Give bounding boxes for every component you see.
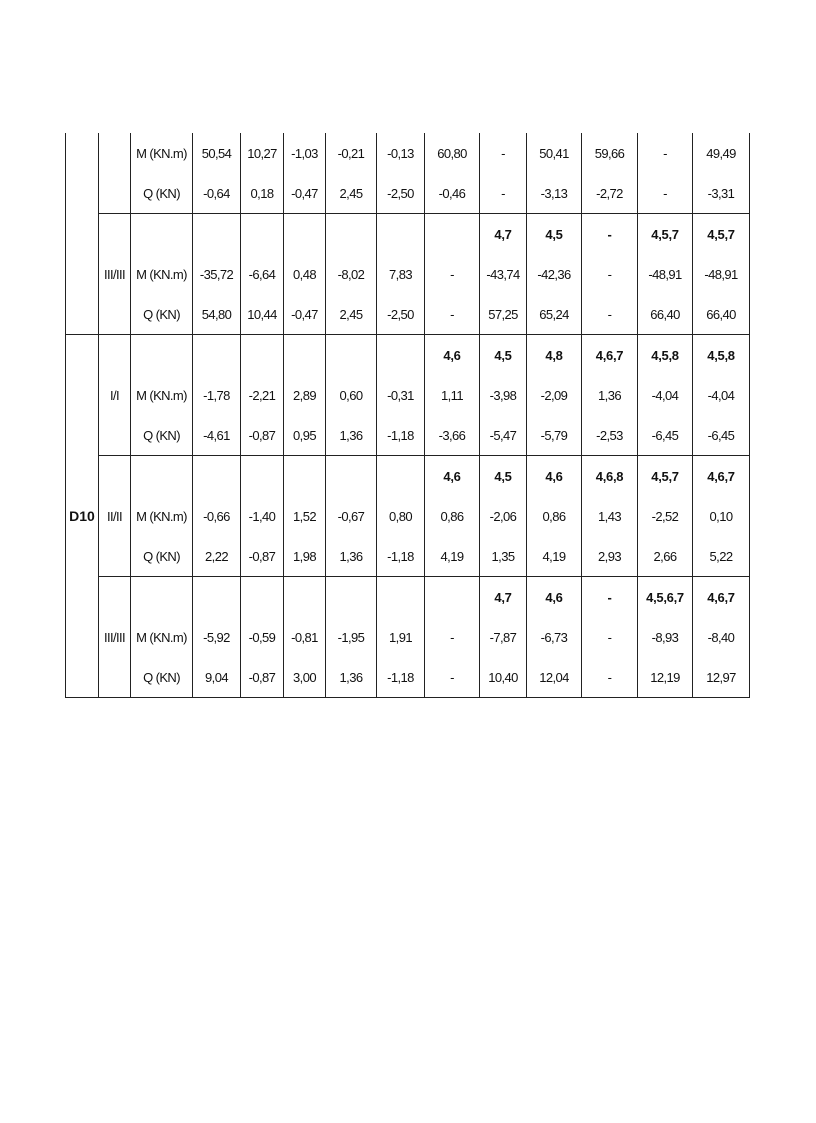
value-cell: -0,31 xyxy=(377,375,425,415)
value-cell: 12,04 xyxy=(527,657,582,698)
value-cell: 1,36 xyxy=(326,536,377,577)
value-cell: -0,87 xyxy=(241,415,284,456)
combination-cell xyxy=(241,577,284,618)
value-cell: 5,22 xyxy=(693,536,750,577)
combination-cell: 4,6,7 xyxy=(693,456,750,497)
combination-cell xyxy=(284,214,326,255)
value-cell: -8,93 xyxy=(638,617,693,657)
value-cell: - xyxy=(425,294,480,335)
value-cell: 0,48 xyxy=(284,254,326,294)
value-cell: -0,59 xyxy=(241,617,284,657)
force-type-cell: Q (KN) xyxy=(131,657,193,698)
force-type-cell: Q (KN) xyxy=(131,173,193,214)
value-cell: - xyxy=(425,617,480,657)
value-cell: -2,52 xyxy=(638,496,693,536)
value-cell: -6,73 xyxy=(527,617,582,657)
value-cell: -6,45 xyxy=(693,415,750,456)
combination-cell xyxy=(326,335,377,376)
value-cell: 10,44 xyxy=(241,294,284,335)
table-row xyxy=(66,657,750,698)
combination-cell: 4,6 xyxy=(425,335,480,376)
table-row xyxy=(66,254,750,294)
value-cell: -3,13 xyxy=(527,173,582,214)
value-cell: -0,46 xyxy=(425,173,480,214)
value-cell: 0,86 xyxy=(527,496,582,536)
value-cell: - xyxy=(425,657,480,698)
value-cell: -5,47 xyxy=(480,415,527,456)
force-type-cell: M (KN.m) xyxy=(131,133,193,173)
value-cell: -0,87 xyxy=(241,536,284,577)
value-cell: - xyxy=(480,133,527,173)
value-cell: - xyxy=(638,133,693,173)
value-cell: 0,86 xyxy=(425,496,480,536)
combination-row xyxy=(66,214,750,255)
combination-cell xyxy=(193,577,241,618)
value-cell: -8,02 xyxy=(326,254,377,294)
combination-cell xyxy=(425,214,480,255)
value-cell: 0,18 xyxy=(241,173,284,214)
combination-cell: 4,5,8 xyxy=(638,335,693,376)
value-cell: -2,72 xyxy=(582,173,638,214)
value-cell: 0,60 xyxy=(326,375,377,415)
value-cell: -0,47 xyxy=(284,173,326,214)
force-type-cell: M (KN.m) xyxy=(131,496,193,536)
value-cell: -1,18 xyxy=(377,415,425,456)
combination-cell xyxy=(193,214,241,255)
value-cell: 12,19 xyxy=(638,657,693,698)
value-cell: -3,66 xyxy=(425,415,480,456)
value-cell: -6,64 xyxy=(241,254,284,294)
combination-cell xyxy=(241,456,284,497)
value-cell: 2,93 xyxy=(582,536,638,577)
value-cell: 4,19 xyxy=(527,536,582,577)
combination-cell xyxy=(377,214,425,255)
value-cell: 1,36 xyxy=(326,415,377,456)
combination-cell: 4,5 xyxy=(480,456,527,497)
value-cell: 2,45 xyxy=(326,173,377,214)
table-row xyxy=(66,133,750,173)
combination-row xyxy=(66,456,750,497)
combination-cell: 4,6,8 xyxy=(582,456,638,497)
value-cell: -4,04 xyxy=(638,375,693,415)
value-cell: -7,87 xyxy=(480,617,527,657)
section-label xyxy=(99,133,131,214)
value-cell: 50,41 xyxy=(527,133,582,173)
combination-cell xyxy=(425,577,480,618)
table-row xyxy=(66,617,750,657)
value-cell: 10,27 xyxy=(241,133,284,173)
value-cell: -3,31 xyxy=(693,173,750,214)
combination-cell: 4,6 xyxy=(425,456,480,497)
element-label: D10 xyxy=(66,335,99,698)
value-cell: 10,40 xyxy=(480,657,527,698)
value-cell: 65,24 xyxy=(527,294,582,335)
value-cell: -35,72 xyxy=(193,254,241,294)
force-type-cell xyxy=(131,456,193,497)
value-cell: -1,18 xyxy=(377,657,425,698)
value-cell: 0,10 xyxy=(693,496,750,536)
value-cell: 2,22 xyxy=(193,536,241,577)
value-cell: -0,87 xyxy=(241,657,284,698)
value-cell: - xyxy=(582,294,638,335)
combination-cell: 4,5,7 xyxy=(638,214,693,255)
value-cell: 12,97 xyxy=(693,657,750,698)
value-cell: - xyxy=(582,617,638,657)
value-cell: - xyxy=(638,173,693,214)
value-cell: 4,19 xyxy=(425,536,480,577)
value-cell: -1,40 xyxy=(241,496,284,536)
combination-cell: - xyxy=(582,577,638,618)
combination-cell xyxy=(284,577,326,618)
value-cell: 1,36 xyxy=(582,375,638,415)
force-type-cell: M (KN.m) xyxy=(131,375,193,415)
section-label: III/III xyxy=(99,214,131,335)
section-label: III/III xyxy=(99,577,131,698)
combination-cell xyxy=(326,456,377,497)
value-cell: -2,50 xyxy=(377,173,425,214)
force-type-cell: Q (KN) xyxy=(131,415,193,456)
combination-cell xyxy=(241,214,284,255)
value-cell: -48,91 xyxy=(638,254,693,294)
force-type-cell: M (KN.m) xyxy=(131,617,193,657)
section-label: I/I xyxy=(99,335,131,456)
value-cell: 1,36 xyxy=(326,657,377,698)
value-cell: 1,52 xyxy=(284,496,326,536)
force-type-cell: Q (KN) xyxy=(131,294,193,335)
table-row xyxy=(66,375,750,415)
combination-cell: 4,6 xyxy=(527,577,582,618)
combination-cell xyxy=(326,577,377,618)
combination-cell: 4,6,7 xyxy=(693,577,750,618)
value-cell: 0,95 xyxy=(284,415,326,456)
combination-cell xyxy=(284,335,326,376)
combination-cell: 4,5,7 xyxy=(693,214,750,255)
value-cell: 50,54 xyxy=(193,133,241,173)
value-cell: -43,74 xyxy=(480,254,527,294)
combination-cell: 4,7 xyxy=(480,577,527,618)
value-cell: -0,47 xyxy=(284,294,326,335)
combination-cell: 4,6 xyxy=(527,456,582,497)
combination-cell: 4,8 xyxy=(527,335,582,376)
value-cell: -0,13 xyxy=(377,133,425,173)
value-cell: -2,53 xyxy=(582,415,638,456)
value-cell: 3,00 xyxy=(284,657,326,698)
value-cell: -5,92 xyxy=(193,617,241,657)
combination-cell: 4,5,8 xyxy=(693,335,750,376)
force-type-cell xyxy=(131,577,193,618)
combination-cell xyxy=(377,577,425,618)
value-cell: 54,80 xyxy=(193,294,241,335)
combination-cell: - xyxy=(582,214,638,255)
combination-cell xyxy=(193,456,241,497)
section-label: II/II xyxy=(99,456,131,577)
force-type-cell: Q (KN) xyxy=(131,536,193,577)
value-cell: -1,95 xyxy=(326,617,377,657)
combination-row xyxy=(66,335,750,376)
value-cell: -1,03 xyxy=(284,133,326,173)
combination-cell xyxy=(377,335,425,376)
internal-force-table-wrapper xyxy=(65,133,750,698)
value-cell: 1,43 xyxy=(582,496,638,536)
combination-cell: 4,6,7 xyxy=(582,335,638,376)
value-cell: 1,35 xyxy=(480,536,527,577)
table-row xyxy=(66,173,750,214)
value-cell: -42,36 xyxy=(527,254,582,294)
value-cell: 0,80 xyxy=(377,496,425,536)
value-cell: 7,83 xyxy=(377,254,425,294)
force-type-cell xyxy=(131,214,193,255)
table-row xyxy=(66,496,750,536)
internal-force-table xyxy=(65,133,750,698)
value-cell: -1,78 xyxy=(193,375,241,415)
combination-row xyxy=(66,577,750,618)
table-row xyxy=(66,536,750,577)
value-cell: 1,11 xyxy=(425,375,480,415)
combination-cell xyxy=(284,456,326,497)
value-cell: -0,81 xyxy=(284,617,326,657)
value-cell: - xyxy=(480,173,527,214)
combination-cell: 4,5 xyxy=(480,335,527,376)
value-cell: 57,25 xyxy=(480,294,527,335)
combination-cell: 4,5,7 xyxy=(638,456,693,497)
combination-cell: 4,5,6,7 xyxy=(638,577,693,618)
table-row xyxy=(66,415,750,456)
value-cell: - xyxy=(425,254,480,294)
value-cell: 9,04 xyxy=(193,657,241,698)
value-cell: 2,89 xyxy=(284,375,326,415)
element-cell-previous xyxy=(66,133,99,335)
value-cell: 60,80 xyxy=(425,133,480,173)
value-cell: 66,40 xyxy=(693,294,750,335)
value-cell: -0,64 xyxy=(193,173,241,214)
value-cell: -3,98 xyxy=(480,375,527,415)
value-cell: 2,45 xyxy=(326,294,377,335)
value-cell: -0,66 xyxy=(193,496,241,536)
value-cell: -8,40 xyxy=(693,617,750,657)
value-cell: -2,09 xyxy=(527,375,582,415)
value-cell: 1,91 xyxy=(377,617,425,657)
value-cell: -5,79 xyxy=(527,415,582,456)
value-cell: -2,21 xyxy=(241,375,284,415)
combination-cell xyxy=(193,335,241,376)
value-cell: -4,61 xyxy=(193,415,241,456)
combination-cell: 4,5 xyxy=(527,214,582,255)
value-cell: -48,91 xyxy=(693,254,750,294)
value-cell: 1,98 xyxy=(284,536,326,577)
value-cell: 49,49 xyxy=(693,133,750,173)
force-type-cell xyxy=(131,335,193,376)
force-type-cell: M (KN.m) xyxy=(131,254,193,294)
value-cell: -0,67 xyxy=(326,496,377,536)
combination-cell xyxy=(377,456,425,497)
value-cell: -6,45 xyxy=(638,415,693,456)
combination-cell xyxy=(241,335,284,376)
value-cell: -2,50 xyxy=(377,294,425,335)
value-cell: 59,66 xyxy=(582,133,638,173)
value-cell: -4,04 xyxy=(693,375,750,415)
value-cell: 66,40 xyxy=(638,294,693,335)
combination-cell xyxy=(326,214,377,255)
value-cell: -1,18 xyxy=(377,536,425,577)
value-cell: -0,21 xyxy=(326,133,377,173)
table-row xyxy=(66,294,750,335)
value-cell: -2,06 xyxy=(480,496,527,536)
combination-cell: 4,7 xyxy=(480,214,527,255)
value-cell: 2,66 xyxy=(638,536,693,577)
value-cell: - xyxy=(582,254,638,294)
value-cell: - xyxy=(582,657,638,698)
